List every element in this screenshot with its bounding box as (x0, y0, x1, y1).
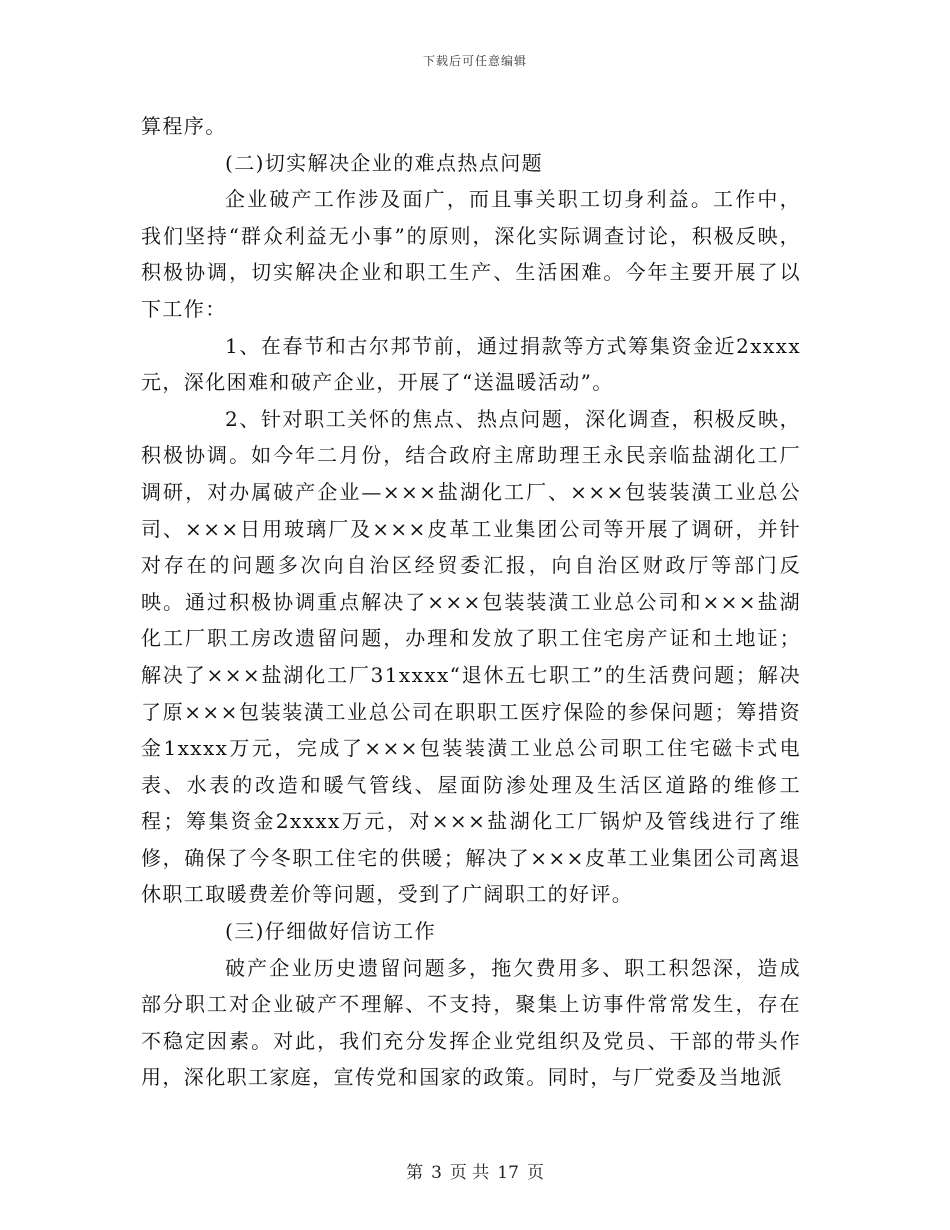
total-pages-number: 17 (497, 1163, 519, 1183)
list-item-2: 2、针对职工关怀的焦点、热点问题，深化调查，积极反映，积极协调。如今年二月份，结合政府主席助理王永民亲临盐湖化工厂调研，对办属破产企业—×××盐湖化工厂、×××包装装潢工业总公司、×××日用玻璃厂及×××皮革工业集团公司等开展了调研，并针对存在的问题多次向自治区经贸委汇报，向自治区财政厅等部门反映。通过积极协调重点解决了×××包装装潢工业总公司和×××盐湖化工厂职工房改遗留问题，办理和发放了职工住宅房产证和土地证；解决了×××盐湖化工厂31xxxx“退休五七职工”的生活费问题；解决了原×××包装装潢工业总公司在职职工医疗保险的参保问题；筹措资金1xxxx万元，完成了×××包装装潢工业总公司职工住宅磁卡式电表、水表的改造和暖气管线、屋面防渗处理及生活区道路的维修工程；筹集资金2xxxx万元，对×××盐湖化工厂锅炉及管线进行了维修，确保了今冬职工住宅的供暖；解决了×××皮革工业集团公司离退休职工取暖费差价等问题，受到了广阔职工的好评。 (141, 406, 801, 907)
footer-suffix: 页 (526, 1163, 544, 1183)
paragraph: 企业破产工作涉及面广，而且事关职工切身利益。工作中，我们坚持“群众利益无小事”的原则，深化实际调查讨论，积极反映，积极协调，切实解决企业和职工生产、生活困难。今年主要开展了以下工作： (141, 187, 801, 321)
page-header (0, 52, 950, 69)
document-body (141, 108, 801, 1096)
paragraph: 破产企业历史遗留问题多，拖欠费用多、职工积怨深，造成部分职工对企业破产不理解、不支持，聚集上访事件常常发生，存在不稳定因素。对此，我们充分发挥企业党组织及党员、干部的带头作用，深化职工家庭，宣传党和国家的政策。同时，与厂党委及当地派 (141, 955, 801, 1090)
section-heading-3: (三)仔细做好信访工作 (225, 919, 437, 944)
header-note: 下载后可任意编辑 (422, 54, 527, 68)
footer-prefix: 第 (406, 1163, 424, 1183)
section-heading-2: (二)切实解决企业的难点热点问题 (225, 150, 544, 175)
current-page-number: 3 (431, 1163, 442, 1183)
paragraph-continuation: 算程序。 (141, 114, 227, 138)
footer-middle: 页 共 (449, 1163, 490, 1183)
page-footer (0, 1158, 950, 1183)
list-item-1: 1、在春节和古尔邦节前，通过捐款等方式筹集资金近2xxxx元，深化困难和破产企业，开展了“送温暖活动”。 (141, 333, 801, 395)
